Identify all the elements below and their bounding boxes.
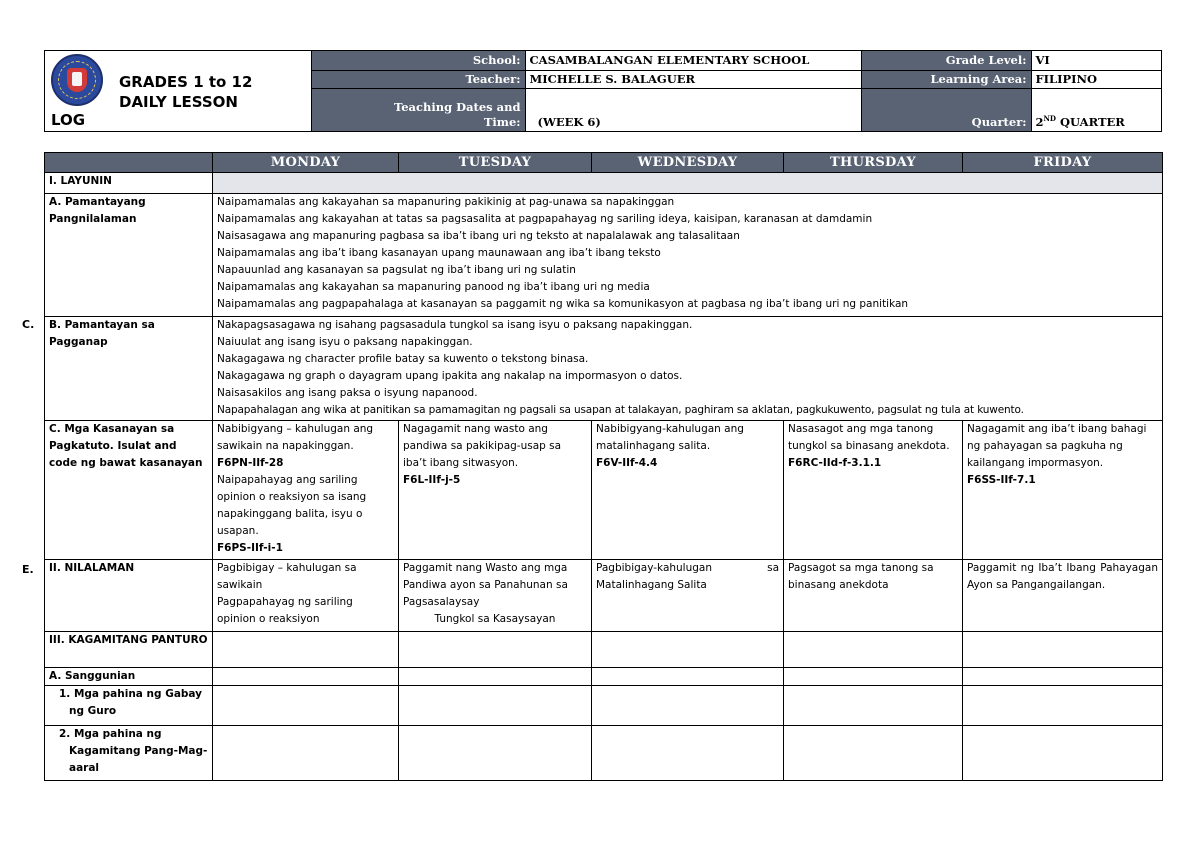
day-friday: FRIDAY (963, 153, 1163, 173)
teacher-label: Teacher: (312, 70, 525, 88)
kagamitang-page-row (45, 726, 1163, 781)
kagamitang-row (45, 632, 1163, 668)
nilalaman-monday: Pagbibigay – kahulugan sa sawikain Pagpapahayag ng sariling opinion o reaksiyon (213, 560, 399, 632)
kasanayan-wednesday: Nabibigyang-kahulugan ang matalinhagang salita. F6V-IIf-4.4 (592, 421, 784, 560)
title-line-3: LOG (51, 111, 86, 129)
quarter-value: 2ND QUARTER (1031, 88, 1161, 131)
kasanayan-tuesday: Nagagamit nang wasto ang pandiwa sa pakikipag-usap sa iba’t ibang sitwasyon. F6L-IIf-j-5 (399, 421, 592, 560)
marker-c: C. (22, 318, 35, 331)
header-info (312, 51, 1161, 131)
sanggunian-label: A. Sanggunian (45, 668, 213, 686)
day-wednesday: WEDNESDAY (592, 153, 784, 173)
kasanayan-friday: Nagagamit ang iba’t ibang bahagi ng pahayagan sa pagkuha ng kailangang impormasyon. F6SS-IIf-7.1 (963, 421, 1163, 560)
teaching-dates-label: Teaching Dates and Time: (312, 88, 525, 131)
kasanayan-thursday: Nasasagot ang mga tanong tungkol sa binasang anekdota. F6RC-IId-f-3.1.1 (784, 421, 963, 560)
nilalaman-friday: Paggamit ng Iba’t Ibang Pahayagan Ayon sa Pangangailangan. (963, 560, 1163, 632)
pamantayang-row (45, 194, 1163, 317)
pamantayang-content: Naipamamalas ang kakayahan sa mapanuring pakikinig at pag-unawa sa napakinggan Naipamamalas ang kakayahan at tatas sa pagsasalita at pagpapahayag ng sariling ideya, kaisipan, karanasan at damdamin Naisasagawa ang mapanuring pagbasa sa iba’t ibang uri ng teksto at napalalawak ang talasalitaan Naipamamalas ang iba’t ibang kasanayan upang maunawaan ang iba’t ibang teksto Napauunlad ang kasanayan sa pagsulat ng iba’t ibang uri ng sulatin Naipamamalas ang kakayahan sa mapanuring panood ng iba’t ibang uri ng media Naipamamalas ang pagpapahalaga at kasanayan sa paggamit ng wika sa komunikasyon at pagbasa ng iba’t ibang uri ng panitikan (213, 194, 1163, 317)
gabay-label: 1. Mga pahina ng Gabay ng Guro (45, 686, 213, 726)
title-line-1: GRADES 1 to 12 (119, 73, 253, 91)
title-line-2: DAILY LESSON (119, 93, 238, 111)
teaching-dates-value: (WEEK 6) (525, 88, 861, 131)
sanggunian-row (45, 668, 1163, 686)
gabay-row (45, 686, 1163, 726)
teacher-value: MICHELLE S. BALAGUER (525, 70, 861, 88)
lesson-table (44, 152, 1163, 781)
nilalaman-thursday: Pagsagot sa mga tanong sa binasang anekdota (784, 560, 963, 632)
day-header-row (45, 153, 1163, 173)
blank-header (45, 153, 213, 173)
kagamitang-label: III. KAGAMITANG PANTURO (45, 632, 213, 668)
title-cell (45, 51, 312, 131)
school-value: CASAMBALANGAN ELEMENTARY SCHOOL (525, 51, 861, 70)
kagamitang-page-label: 2. Mga pahina ng Kagamitang Pang-Mag-aaral (45, 726, 213, 781)
kasanayan-row (45, 421, 1163, 560)
day-monday: MONDAY (213, 153, 399, 173)
pamantayang-label: A. Pamantayang Pangnilalaman (45, 194, 213, 317)
nilalaman-row (45, 560, 1163, 632)
deped-seal-logo (51, 54, 103, 106)
layunin-row (45, 173, 1163, 194)
pagganap-content: Nakapagsasagawa ng isahang pagsasadula tungkol sa isang isyu o paksang napakinggan. Naiuulat ang isang isyu o paksang napakinggan. Nakagagawa ng character profile batay sa kuwento o tekstong binasa. Nakagagawa ng graph o dayagram upang ipakita ang nakalap na impormasyon o datos. Naisasakilos ang isang paksa o isyung napanood. Napapahalagan ang wika at panitikan sa pamamagitan ng pagsali sa usapan at talakayan, paghiram sa aklatan, pagkukuwento, pagsulat ng tula at kuwento. (213, 317, 1163, 421)
marker-e: E. (22, 563, 34, 576)
day-thursday: THURSDAY (784, 153, 963, 173)
kasanayan-monday: Nabibigyang – kahulugan ang sawikain na napakinggan. F6PN-IIf-28 Naipapahayag ang sariling opinion o reaksiyon sa isang napakinggang balita, isyu o usapan. F6PS-IIf-i-1 (213, 421, 399, 560)
learning-area-label: Learning Area: (861, 70, 1031, 88)
nilalaman-wednesday: Pagbibigay-kahulugan sa Matalinhagang Salita (592, 560, 784, 632)
nilalaman-label: II. NILALAMAN (45, 560, 213, 632)
layunin-label: I. LAYUNIN (45, 173, 213, 194)
grade-level-value: VI (1031, 51, 1161, 70)
header-block (44, 50, 1162, 132)
pagganap-label: B. Pamantayan sa Pagganap (45, 317, 213, 421)
grade-level-label: Grade Level: (861, 51, 1031, 70)
kasanayan-label: C. Mga Kasanayan sa Pagkatuto. Isulat and code ng bawat kasanayan (45, 421, 213, 560)
learning-area-value: FILIPINO (1031, 70, 1161, 88)
day-tuesday: TUESDAY (399, 153, 592, 173)
school-label: School: (312, 51, 525, 70)
pagganap-row (45, 317, 1163, 421)
quarter-label: Quarter: (861, 88, 1031, 131)
nilalaman-tuesday: Paggamit nang Wasto ang mga Pandiwa ayon sa Panahunan sa Pagsasalaysay Tungkol sa Kasaysayan (399, 560, 592, 632)
